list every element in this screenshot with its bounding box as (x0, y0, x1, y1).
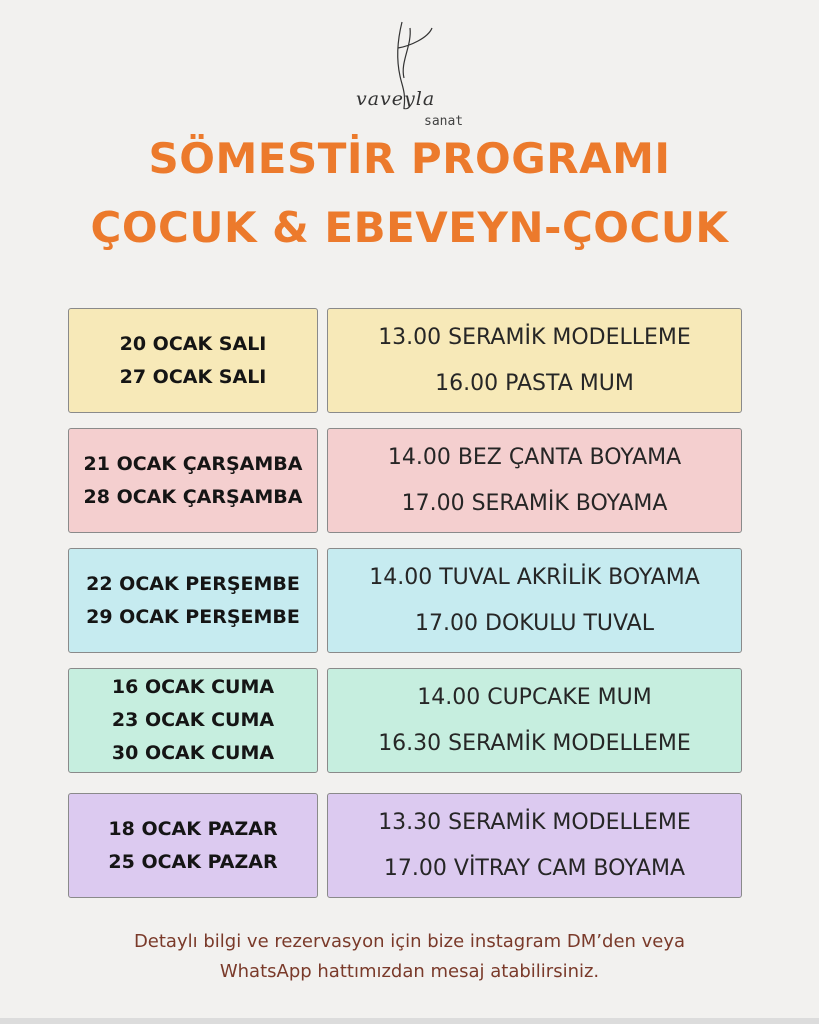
schedule-dates (68, 668, 318, 773)
schedule-activities (327, 548, 742, 653)
schedule-dates (68, 428, 318, 533)
schedule-activity: 17.00 SERAMİK BOYAMA (401, 490, 668, 516)
schedule-activities (327, 308, 742, 413)
brand-name: vaveyla (356, 88, 436, 110)
schedule-row (68, 668, 742, 775)
schedule-dates (68, 548, 318, 653)
schedule-activity: 17.00 DOKULU TUVAL (415, 610, 654, 636)
schedule-activity: 13.30 SERAMİK MODELLEME (378, 809, 691, 835)
schedule-dates (68, 308, 318, 413)
schedule-row (68, 428, 742, 535)
schedule-activity: 13.00 SERAMİK MODELLEME (378, 324, 691, 350)
schedule-row (68, 308, 742, 415)
schedule-activity: 14.00 TUVAL AKRİLİK BOYAMA (369, 564, 700, 590)
footer-line-1: Detaylı bilgi ve rezervasyon için bize instagram DM’den veya (133, 931, 686, 952)
schedule-activities (327, 428, 742, 533)
schedule-dates (68, 793, 318, 898)
schedule-activity: 17.00 VİTRAY CAM BOYAMA (383, 855, 686, 881)
schedule-activities (327, 793, 742, 898)
schedule-date: 29 OCAK PERŞEMBE (86, 605, 300, 628)
brand-logo (340, 18, 480, 128)
schedule-row (68, 793, 742, 900)
brand-subtitle: sanat (424, 114, 464, 129)
schedule-activity: 16.00 PASTA MUM (435, 370, 634, 396)
page-title: SÖMESTİR PROGRAMI (148, 134, 671, 183)
schedule-date: 30 OCAK CUMA (111, 742, 275, 764)
schedule-activity: 14.00 CUPCAKE MUM (417, 684, 652, 710)
brush-stroke-icon (340, 18, 480, 128)
schedule-date: 16 OCAK CUMA (111, 676, 275, 698)
schedule-date: 23 OCAK CUMA (111, 709, 275, 731)
schedule-row (68, 548, 742, 655)
schedule-date: 28 OCAK ÇARŞAMBA (83, 485, 303, 508)
schedule-date: 27 OCAK SALI (119, 365, 267, 388)
schedule-activities (327, 668, 742, 773)
footer-note (0, 927, 819, 987)
schedule-date: 21 OCAK ÇARŞAMBA (83, 452, 303, 475)
schedule-date: 22 OCAK PERŞEMBE (86, 572, 300, 595)
schedule-date: 20 OCAK SALI (119, 332, 267, 355)
page-subtitle: ÇOCUK & EBEVEYN-ÇOCUK (90, 203, 729, 252)
bottom-divider (0, 1018, 819, 1024)
schedule-date: 18 OCAK PAZAR (108, 817, 278, 840)
footer-line-2: WhatsApp hattımızdan mesaj atabilirsiniz. (219, 961, 600, 982)
schedule-activity: 16.30 SERAMİK MODELLEME (378, 730, 691, 756)
schedule-date: 25 OCAK PAZAR (108, 850, 278, 873)
schedule-activity: 14.00 BEZ ÇANTA BOYAMA (387, 444, 682, 470)
